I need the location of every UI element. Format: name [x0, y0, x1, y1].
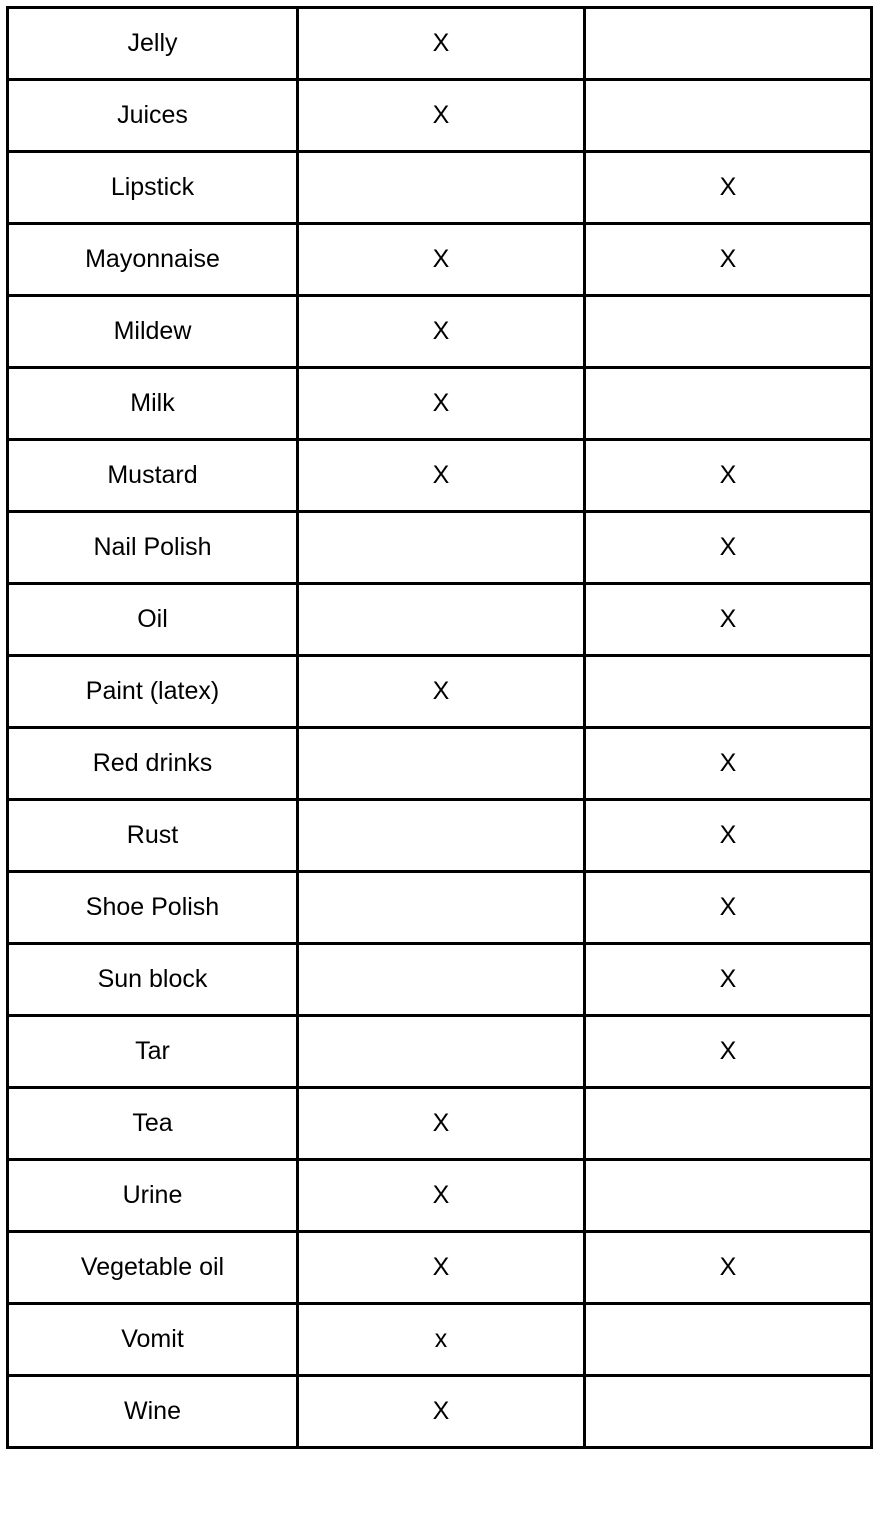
mark-cell-col2 — [298, 728, 585, 800]
mark-cell-col2: X — [298, 1160, 585, 1232]
mark-cell-col3 — [585, 656, 872, 728]
table-body — [8, 8, 872, 1448]
item-cell: Rust — [8, 800, 298, 872]
mark-cell-col2 — [298, 872, 585, 944]
item-cell: Urine — [8, 1160, 298, 1232]
mark-cell-col3: X — [585, 800, 872, 872]
table-row — [8, 800, 872, 872]
table-row — [8, 1016, 872, 1088]
mark-cell-col2 — [298, 584, 585, 656]
item-cell: Mustard — [8, 440, 298, 512]
item-cell: Milk — [8, 368, 298, 440]
item-cell: Juices — [8, 80, 298, 152]
item-cell: Nail Polish — [8, 512, 298, 584]
mark-cell-col2 — [298, 152, 585, 224]
mark-cell-col2: X — [298, 440, 585, 512]
mark-cell-col3: X — [585, 512, 872, 584]
table-row — [8, 584, 872, 656]
item-cell: Jelly — [8, 8, 298, 80]
mark-cell-col2: X — [298, 1232, 585, 1304]
mark-cell-col3 — [585, 80, 872, 152]
table-row — [8, 872, 872, 944]
mark-cell-col3 — [585, 8, 872, 80]
mark-cell-col3: X — [585, 944, 872, 1016]
mark-cell-col3: X — [585, 1232, 872, 1304]
table-row — [8, 728, 872, 800]
item-cell: Tar — [8, 1016, 298, 1088]
mark-cell-col3: X — [585, 872, 872, 944]
mark-cell-col2: X — [298, 368, 585, 440]
table-row — [8, 1304, 872, 1376]
item-cell: Oil — [8, 584, 298, 656]
mark-cell-col2: X — [298, 8, 585, 80]
mark-cell-col2: x — [298, 1304, 585, 1376]
mark-cell-col2: X — [298, 1376, 585, 1448]
item-cell: Wine — [8, 1376, 298, 1448]
table-row — [8, 1232, 872, 1304]
item-cell: Mayonnaise — [8, 224, 298, 296]
mark-cell-col2: X — [298, 1088, 585, 1160]
table-row — [8, 944, 872, 1016]
item-cell: Paint (latex) — [8, 656, 298, 728]
table-row — [8, 512, 872, 584]
table-row — [8, 224, 872, 296]
item-cell: Tea — [8, 1088, 298, 1160]
item-cell: Red drinks — [8, 728, 298, 800]
mark-cell-col3 — [585, 1160, 872, 1232]
mark-cell-col2: X — [298, 656, 585, 728]
mark-cell-col2: X — [298, 224, 585, 296]
item-cell: Vegetable oil — [8, 1232, 298, 1304]
table-row — [8, 296, 872, 368]
table-row — [8, 440, 872, 512]
mark-cell-col2 — [298, 512, 585, 584]
mark-cell-col3 — [585, 296, 872, 368]
mark-cell-col3: X — [585, 1016, 872, 1088]
item-cell: Vomit — [8, 1304, 298, 1376]
table-row — [8, 1088, 872, 1160]
table-row — [8, 368, 872, 440]
mark-cell-col3: X — [585, 728, 872, 800]
item-cell: Mildew — [8, 296, 298, 368]
item-cell: Sun block — [8, 944, 298, 1016]
table-row — [8, 152, 872, 224]
mark-cell-col3: X — [585, 224, 872, 296]
mark-cell-col2 — [298, 1016, 585, 1088]
table-row — [8, 80, 872, 152]
mark-cell-col2 — [298, 944, 585, 1016]
item-cell: Lipstick — [8, 152, 298, 224]
item-cell: Shoe Polish — [8, 872, 298, 944]
mark-cell-col3 — [585, 1376, 872, 1448]
mark-cell-col3 — [585, 1304, 872, 1376]
table-row — [8, 1160, 872, 1232]
table-row — [8, 656, 872, 728]
mark-cell-col2: X — [298, 80, 585, 152]
mark-cell-col3: X — [585, 584, 872, 656]
table-row — [8, 1376, 872, 1448]
mark-cell-col2: X — [298, 296, 585, 368]
mark-cell-col3 — [585, 1088, 872, 1160]
mark-cell-col3 — [585, 368, 872, 440]
table-row — [8, 8, 872, 80]
mark-cell-col3: X — [585, 152, 872, 224]
stain-table — [6, 6, 873, 1449]
mark-cell-col3: X — [585, 440, 872, 512]
mark-cell-col2 — [298, 800, 585, 872]
